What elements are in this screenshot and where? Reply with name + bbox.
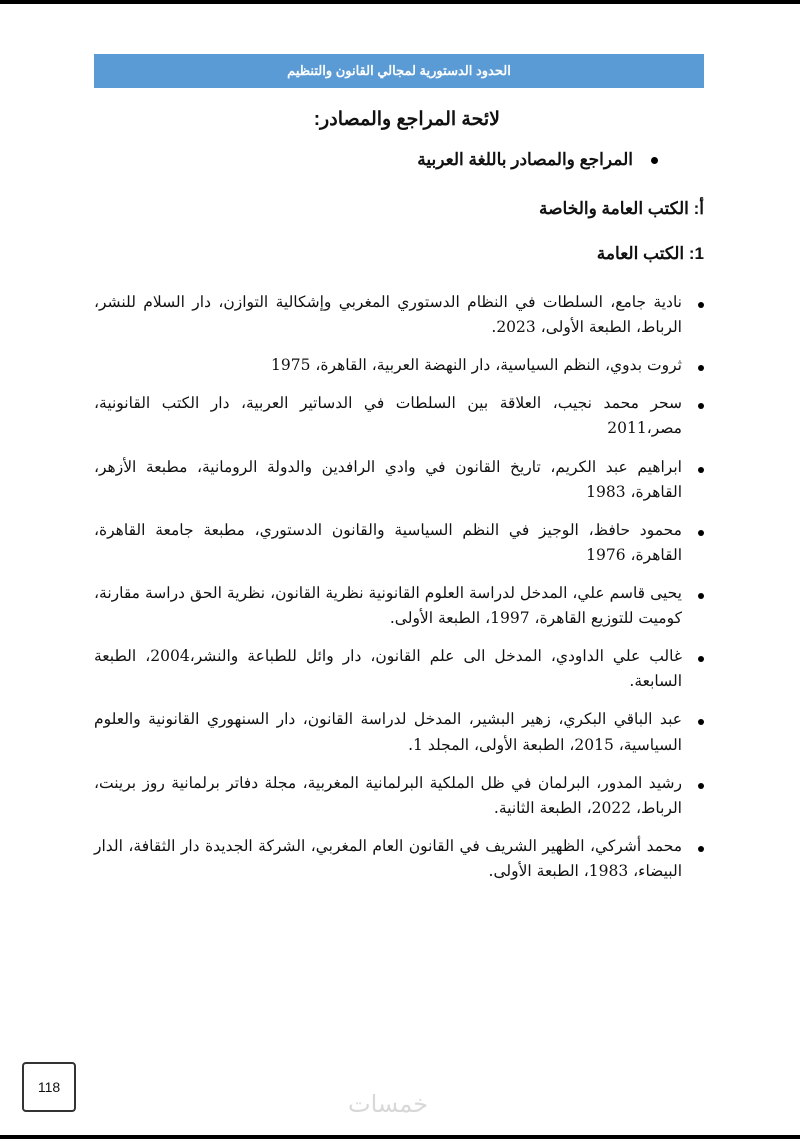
top-border xyxy=(0,0,800,4)
bullet-icon xyxy=(698,467,704,473)
bottom-border xyxy=(0,1135,800,1139)
bullet-icon xyxy=(698,365,704,371)
bullet-icon xyxy=(698,783,704,789)
reference-item xyxy=(94,290,706,340)
bullet-icon xyxy=(698,530,704,536)
reference-item xyxy=(94,644,706,694)
reference-text: رشيد المدور، البرلمان في ظل الملكية البرلمانية المغربية، مجلة دفاتر برلمانية روز برينت، الرباط، 2022، الطبعة الثانية. xyxy=(94,773,682,817)
reference-text: عبد الباقي البكري، زهير البشير، المدخل لدراسة القانون، دار السنهوري القانونية والعلوم السياسية، 2015، الطبعة الأولى، المجلد 1. xyxy=(94,710,682,754)
running-header-title: الحدود الدستورية لمجالي القانون والتنظيم xyxy=(287,63,511,78)
bullet-icon xyxy=(698,593,704,599)
bullet-icon xyxy=(698,656,704,662)
reference-item xyxy=(94,581,706,631)
reference-text: محمود حافظ، الوجيز في النظم السياسية والقانون الدستوري، مطبعة جامعة القاهرة، القاهرة، 1976 xyxy=(94,520,682,564)
running-header xyxy=(94,54,704,88)
section-books-heading: أ: الكتب العامة والخاصة xyxy=(539,199,704,218)
reference-text: ابراهيم عبد الكريم، تاريخ القانون في وادي الرافدين والدولة الرومانية، مطبعة الأزهر، القاهرة، 1983 xyxy=(94,457,682,501)
reference-text: سحر محمد نجيب، العلاقة بين السلطات في الدساتير العربية، دار الكتب القانونية، مصر،2011 xyxy=(94,394,682,438)
page-number: 118 xyxy=(37,1079,61,1095)
reference-text: محمد أشركي، الظهير الشريف في القانون العام المغربي، الشركة الجديدة دار الثقافة، الدار البيضاء، 1983، الطبعة الأولى. xyxy=(94,836,682,880)
bullet-icon xyxy=(651,157,658,164)
section-general-books-heading: 1: الكتب العامة xyxy=(596,244,704,263)
reference-item xyxy=(94,834,706,884)
reference-text: يحيى قاسم علي، المدخل لدراسة العلوم القانونية نظرية القانون، نظرية الحق دراسة مقارنة، كوميت للتوزيع القاهرة، 1997، الطبعة الأولى. xyxy=(94,583,682,628)
bullet-icon xyxy=(698,846,704,852)
reference-text: نادية جامع، السلطات في النظام الدستوري المغربي وإشكالية التوازن، دار السلام للنشر، الرباط، الطبعة الأولى، 2023. xyxy=(94,293,682,337)
reference-item xyxy=(94,707,706,757)
subheading-label: المراجع والمصادر باللغة العربية xyxy=(417,150,633,169)
reference-item xyxy=(94,455,706,505)
page-number-box xyxy=(22,1062,76,1112)
bullet-icon xyxy=(698,403,704,409)
reference-text: غالب علي الداودي، المدخل الى علم القانون، دار وائل للطباعة والنشر،2004، الطبعة السابعة. xyxy=(94,647,682,691)
references-heading: لائحة المراجع والمصادر: xyxy=(313,109,500,130)
bullet-icon xyxy=(698,719,704,725)
bullet-icon xyxy=(698,302,704,308)
reference-item xyxy=(94,391,706,441)
arabic-references-subheading xyxy=(417,150,658,170)
watermark-logo: خمسات xyxy=(348,1090,429,1118)
reference-item xyxy=(94,518,706,568)
reference-item xyxy=(94,353,706,378)
reference-item xyxy=(94,771,706,821)
reference-text: ثروت بدوي، النظم السياسية، دار النهضة العربية، القاهرة، 1975 xyxy=(271,356,682,375)
reference-list xyxy=(94,290,706,897)
